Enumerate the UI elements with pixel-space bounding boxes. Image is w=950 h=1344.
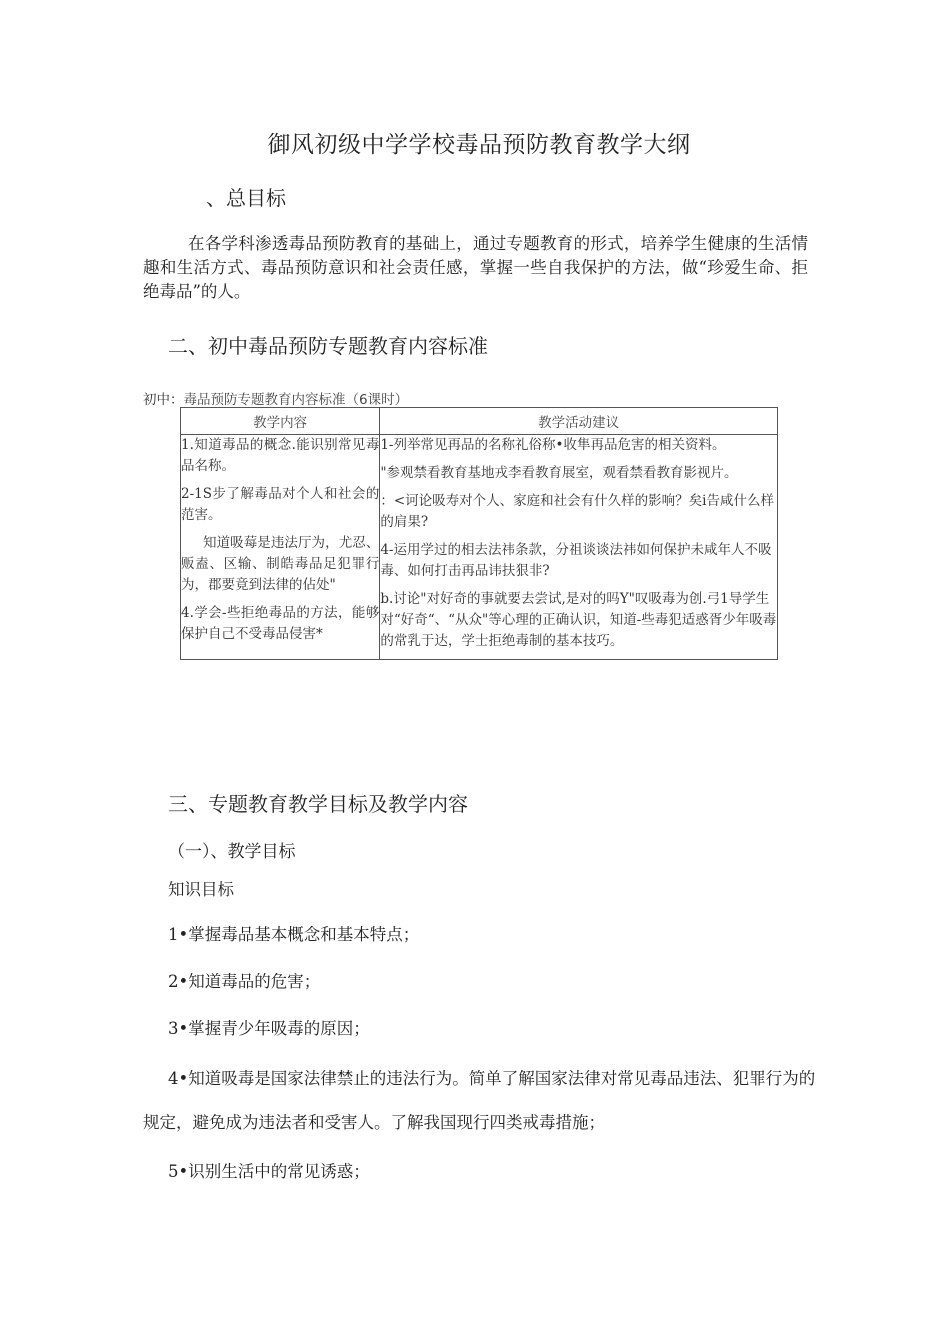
overall-goal-paragraph: 在各学科渗透毒品预防教育的基础上，通过专题教育的形式，培养学生健康的生活情趣和生活方式、毒品预防意识和社会责任感，掌握一些自我保护的方法，做“珍爱生命、拒绝毒品”的人。 — [143, 234, 808, 301]
objective-item: 4•知道吸毒是国家法律禁止的违法行为。简单了解国家法律对常见毒品违法、犯罪行为的规定，避免成为违法者和受害人。了解我国现行四类戒毒措施； — [143, 1069, 816, 1132]
activity-item: b.讨论"对好奇的事就要去尝试,是对的吗Y"叹吸毒为创.弓1导学生对“好奇“、“从众"等心理的正确认识，知道-些毒犯适惑胥少年吸毒的常乳于达，学士拒绝毒制的基本技巧。 — [380, 591, 777, 649]
knowledge-objectives-heading: 知识目标 — [168, 880, 234, 899]
content-item: 1.知道毒品的概念.能识别常见毒品名称。 — [181, 437, 380, 474]
objective-item: 3•掌握青少年吸毒的原因； — [168, 1019, 370, 1038]
activity-item: "参观禁看教育基地戎李看教育展室，观看禁看教育影视片。 — [380, 465, 738, 481]
section-heading-teaching-objectives: 三、专题教育教学目标及教学内容 — [168, 792, 468, 816]
objective-item: 1•掌握毒品基本概念和基本特点； — [168, 925, 420, 944]
objective-item: 5•识别生活中的常见诱惑； — [168, 1162, 370, 1181]
content-item: 2-1S步了解毒品对个人和社会的范害。 — [181, 486, 380, 523]
document-title: 御风初级中学学校毒品预防教育教学大纲 — [267, 132, 691, 158]
section-heading-overall-goal: 、总目标 — [206, 186, 286, 210]
table-caption — [143, 388, 408, 408]
activity-item: 4-运用学过的相去法祎条款，分祖谈谈法祎如何保护未咸年人不吸毒、如何打击再品讳扶狠非? — [380, 542, 772, 579]
table-caption-prefix: 初中： — [143, 392, 184, 408]
section-heading-content-standard: 二、初中毒品预防专题教育内容标准 — [168, 334, 488, 358]
content-item: 知道吸莓是违法厅为，尤忍、贩盍、区输、制皓毒品足犯罪行为，郡要竟到法律的佔处" — [181, 535, 380, 593]
teaching-content-cell — [181, 435, 380, 660]
table-caption-text: 毒品预防专题教育内容标准（6课时） — [183, 392, 409, 408]
objective-item: 2•知道毒品的危害； — [168, 972, 321, 991]
table-header-content: 教学内容 — [181, 408, 380, 435]
activity-item: ：<诃论吸寿对个人、家庭和社会有什久样的影响？矣i告咸什么样的肩果? — [380, 493, 774, 530]
table-header-row — [181, 408, 778, 435]
activity-suggestion-cell — [380, 435, 778, 660]
activity-item: 1-列举常见再品的名称礼俗称•收隼再品危害的相关资料。 — [380, 437, 726, 453]
sub-heading-objectives: （一）、教学目标 — [168, 842, 296, 862]
content-item: 4.学会-些拒绝毒品的方法，能够保护自己不受毒品侵害* — [181, 605, 380, 642]
table-header-activities: 教学活动建议 — [380, 408, 778, 435]
content-standard-table — [180, 407, 778, 660]
table-row — [181, 435, 778, 660]
